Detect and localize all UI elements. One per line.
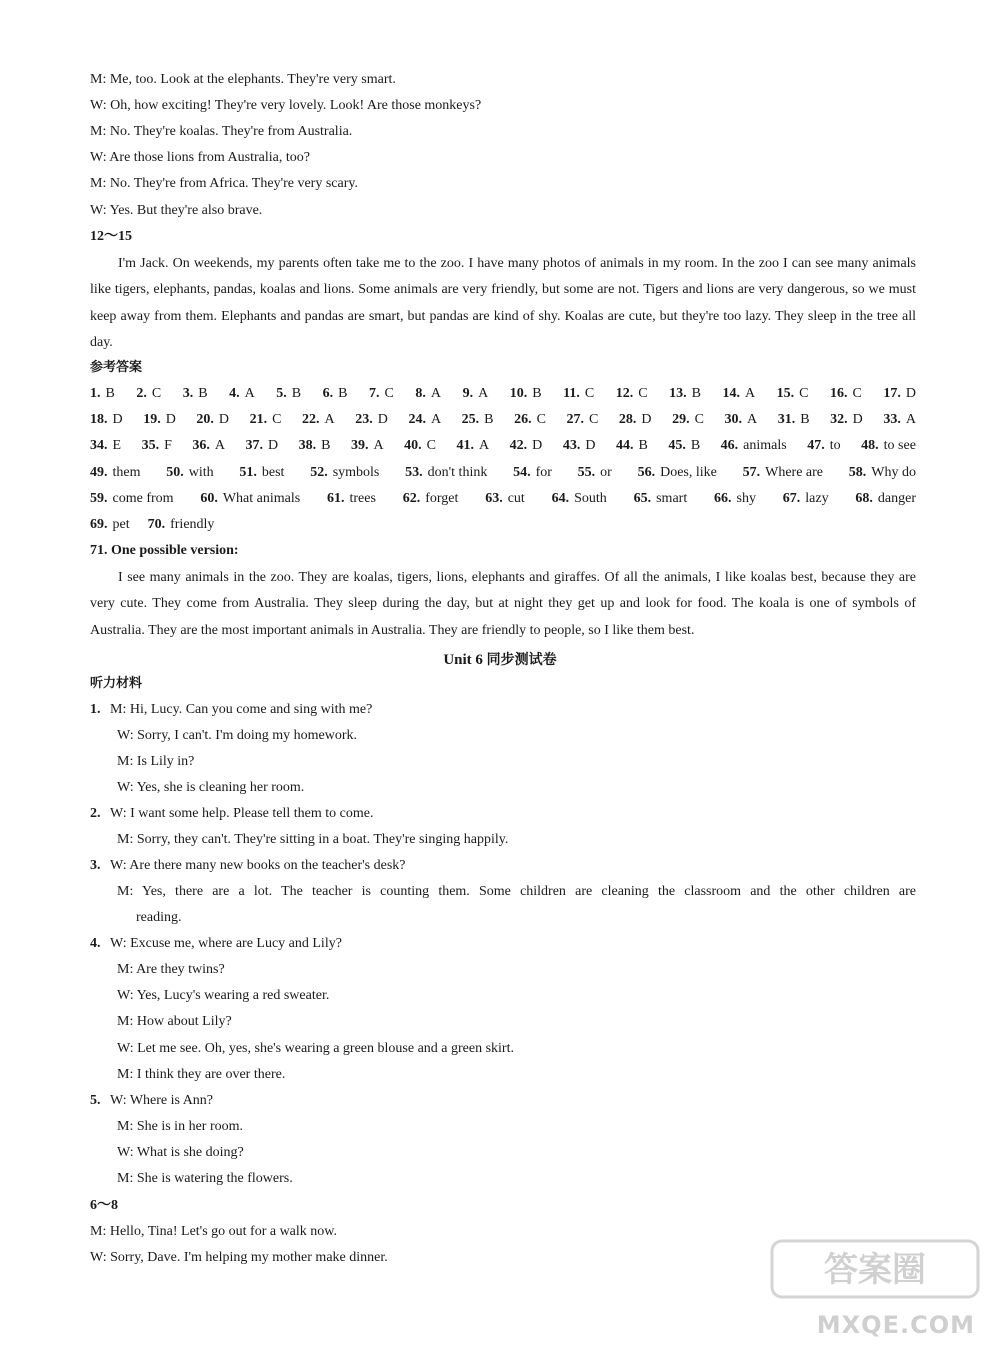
answer-item [638, 463, 717, 489]
answer-value: A [479, 438, 490, 454]
answer-item [457, 436, 490, 462]
answer-number: 14. [722, 386, 740, 401]
answer-value: A [905, 412, 916, 428]
answer-item [778, 410, 810, 436]
answer-item [196, 410, 229, 436]
answer-item [250, 410, 282, 436]
answer-value: best [261, 464, 285, 480]
answer-number: 70. [147, 516, 166, 532]
answer-value: shy [736, 490, 756, 506]
answer-item [777, 384, 809, 410]
dialog-2-line-2: M: Sorry, they can't. They're sitting in a boat. They're singing happily. [117, 832, 509, 847]
answer-item [514, 410, 546, 436]
answer-item [725, 410, 758, 436]
answer-value: animals [743, 438, 787, 454]
answer-item [510, 436, 543, 462]
unit-title [0, 649, 1000, 669]
answer-item [722, 384, 755, 410]
answer-item [830, 384, 862, 410]
answer-number: 22. [302, 412, 320, 428]
answer-number: 67. [782, 490, 801, 506]
answer-item [743, 463, 823, 489]
answer-item [669, 384, 701, 410]
answer-row [90, 410, 916, 436]
dialog-3-line-1: 3. W: Are there many new books on the teacher's desk? [90, 858, 406, 873]
answer-value: D [641, 412, 652, 428]
answer-item [634, 489, 688, 515]
answer-item [563, 384, 594, 410]
answer-item [714, 489, 756, 515]
answer-value: D [112, 412, 123, 428]
answer-value: B [105, 386, 115, 401]
answer-number: 34. [90, 438, 108, 454]
answer-value: D [852, 412, 863, 428]
answer-row [90, 489, 916, 515]
answer-item [239, 463, 284, 489]
answer-item [90, 489, 174, 515]
answer-item [229, 384, 255, 410]
answer-number: 58. [848, 464, 867, 480]
answer-item [415, 384, 441, 410]
watermark-url: MXQE.COM [816, 1311, 975, 1339]
answer-number: 27. [566, 412, 584, 428]
answer-value: B [800, 412, 810, 428]
answer-item [807, 436, 840, 462]
answer-value: B [321, 438, 331, 454]
answer-row [90, 384, 916, 410]
answer-value: B [291, 386, 302, 401]
answer-number: 28. [618, 412, 637, 428]
answer-item [578, 463, 612, 489]
answer-item [485, 489, 525, 515]
dialog-line: W: Yes. But they're also brave. [90, 203, 263, 218]
answer-item [369, 384, 394, 410]
answer-number: 13. [669, 386, 687, 401]
answer-item [246, 436, 279, 462]
dialog-4-line-3: W: Yes, Lucy's wearing a red sweater. [117, 988, 330, 1003]
answer-number: 45. [668, 438, 686, 454]
answer-item [90, 410, 123, 436]
answer-number: 55. [577, 464, 596, 480]
answer-number: 40. [404, 438, 422, 454]
answer-number: 43. [562, 438, 581, 454]
answer-item [148, 515, 215, 541]
answer-value: come from [112, 490, 174, 506]
answer-number: 15. [776, 386, 795, 401]
answer-item [513, 463, 552, 489]
answer-item [299, 436, 331, 462]
q71-heading: 71. One possible version: [90, 543, 239, 558]
answer-number: 63. [485, 490, 503, 506]
dialog-line: W: Oh, how exciting! They're very lovely. Look! Are those monkeys? [90, 98, 482, 113]
answer-value: A [244, 386, 255, 401]
dialog-6-8-line: W: Sorry, Dave. I'm helping my mother make dinner. [90, 1250, 388, 1265]
answer-value: lazy [805, 490, 829, 506]
answer-number: 68. [855, 490, 873, 506]
answer-number: 50. [166, 464, 184, 480]
answer-item [783, 489, 829, 515]
answer-value: D [905, 386, 916, 401]
answer-value: C [426, 438, 437, 454]
answer-value: D [165, 412, 176, 428]
answer-value: with [188, 464, 214, 480]
answer-number: 2. [136, 386, 147, 401]
answer-number: 41. [456, 438, 475, 454]
answer-item [563, 436, 596, 462]
answer-value: South [574, 490, 607, 506]
answer-number: 32. [830, 412, 848, 428]
answer-number: 19. [143, 412, 161, 428]
answer-number: 35. [141, 438, 160, 454]
answer-item [510, 384, 542, 410]
answer-number: 39. [351, 438, 369, 454]
dialog-4-line-4: M: How about Lily? [117, 1014, 232, 1029]
dialog-1-line-4: W: Yes, she is cleaning her room. [117, 780, 305, 795]
answer-value: E [112, 438, 122, 454]
answer-number: 59. [90, 490, 108, 506]
answer-item [408, 410, 441, 436]
answer-number: 66. [714, 490, 732, 506]
answer-value: A [430, 412, 442, 428]
answer-value: A [478, 386, 489, 401]
watermark [770, 1239, 980, 1339]
answer-number: 33. [883, 412, 901, 428]
answer-value: pet [112, 516, 130, 532]
answer-item [462, 410, 494, 436]
answer-value: D [268, 438, 279, 454]
answer-number: 11. [563, 386, 580, 401]
dialog-6-8-line: M: Hello, Tina! Let's go out for a walk now. [90, 1224, 337, 1239]
answer-number: 31. [777, 412, 796, 428]
answer-number: 30. [724, 412, 743, 428]
answer-item [90, 515, 130, 541]
answer-item [830, 410, 863, 436]
answer-number: 21. [249, 412, 268, 428]
answer-number: 10. [509, 386, 528, 401]
answer-number: 1. [90, 386, 101, 401]
answer-number: 4. [229, 386, 240, 401]
answer-item [276, 384, 301, 410]
answer-value: for [535, 464, 552, 480]
section-heading-12-15: 12～15 [90, 229, 132, 244]
answer-number: 60. [200, 490, 218, 506]
answer-value: cut [507, 490, 525, 506]
answer-value: A [324, 412, 335, 428]
answer-item [883, 410, 916, 436]
dialog-5-line-4: M: She is watering the flowers. [117, 1171, 293, 1186]
answer-value: F [164, 438, 172, 454]
dialog-line: M: Me, too. Look at the elephants. They're very smart. [90, 72, 396, 87]
answer-item [142, 436, 172, 462]
dialog-line: M: No. They're from Africa. They're very scary. [90, 176, 358, 191]
answer-item [136, 384, 161, 410]
answer-item [90, 436, 121, 462]
answer-item [668, 436, 700, 462]
dialog-5-line-2: M: She is in her room. [117, 1119, 243, 1134]
answer-number: 56. [637, 464, 656, 480]
answer-value: danger [877, 490, 916, 506]
answer-value: C [852, 386, 862, 401]
answer-number: 26. [514, 412, 532, 428]
answer-number: 9. [462, 386, 474, 401]
section-heading-6-8: 6～8 [90, 1198, 118, 1213]
dialog-1-line-1: 1. M: Hi, Lucy. Can you come and sing with me? [90, 702, 373, 717]
answer-item [310, 463, 379, 489]
answer-item [90, 384, 115, 410]
answer-item [355, 410, 388, 436]
answer-item [90, 463, 141, 489]
answer-number: 53. [405, 464, 423, 480]
answer-number: 23. [355, 412, 373, 428]
answer-value: B [532, 386, 542, 401]
answer-item [616, 384, 648, 410]
dialog-4-line-2: M: Are they twins? [117, 962, 225, 977]
answers-heading: 参考答案 [90, 360, 143, 375]
answer-grid [90, 384, 916, 541]
answer-item [404, 436, 436, 462]
answer-item [552, 489, 607, 515]
passage-12-15: I'm Jack. On weekends, my parents often take me to the zoo. I have many photos of animals in my room. In the zoo I can see many animals like tigers, elephants, pandas, koalas and lions. Some animals are very friendly, but some are not. Tigers and lions are very dangerous, so we must keep away from them. Elephants and pandas are smart, but pandas are kind of shy. Koalas are cute, but they're too lazy. They sleep in the tree all day. [90, 256, 916, 350]
answer-value: them [112, 464, 141, 480]
dialog-4-line-5: W: Let me see. Oh, yes, she's wearing a green blouse and a green skirt. [117, 1041, 514, 1056]
answer-value: Why do [871, 464, 916, 480]
answer-value: smart [656, 490, 688, 506]
answer-item [721, 436, 787, 462]
answer-value: to see [883, 438, 916, 454]
answer-item [855, 489, 916, 515]
dialog-1-line-2: W: Sorry, I can't. I'm doing my homework. [117, 728, 358, 743]
answer-number: 61. [327, 490, 345, 506]
answer-value: C [584, 386, 595, 401]
answer-number: 5. [276, 386, 287, 401]
answer-value: A [744, 386, 756, 401]
listening-heading: 听力材料 [90, 676, 143, 691]
answer-value: forget [425, 490, 459, 506]
answer-number: 42. [509, 438, 528, 454]
answer-number: 44. [615, 438, 634, 454]
answer-value: B [690, 438, 701, 454]
answer-item [192, 436, 225, 462]
answer-number: 64. [551, 490, 570, 506]
dialog-line: M: No. They're koalas. They're from Australia. [90, 124, 353, 139]
dialog-5-line-3: W: What is she doing? [117, 1145, 244, 1160]
answer-item [861, 436, 916, 462]
dialog-4-line-6: M: I think they are over there. [117, 1067, 286, 1082]
answer-item [616, 436, 648, 462]
answer-value: or [600, 464, 612, 480]
answer-value: A [214, 438, 226, 454]
answer-item [200, 489, 300, 515]
answer-value: D [532, 438, 543, 454]
answer-number: 52. [310, 464, 328, 480]
answer-number: 6. [322, 386, 334, 401]
answer-number: 3. [182, 386, 194, 401]
answer-item [323, 384, 348, 410]
dialog-1-line-3: M: Is Lily in? [117, 754, 195, 769]
answer-value: C [151, 386, 162, 401]
answer-value: A [430, 386, 442, 401]
answer-row [90, 463, 916, 489]
answer-item [183, 384, 208, 410]
dialog-4-line-1: 4. W: Excuse me, where are Lucy and Lily? [90, 936, 342, 951]
q71-essay: I see many animals in the zoo. They are koalas, tigers, lions, elephants and giraffes. Of all the animals, I like koalas best, because they are very cute. They come from Australia. They sleep during the day, but at night they get up and look for food. The koala is one of symbols of Australia. They are the most important animals in Australia. They are friendly to people, so I like them best. [90, 570, 916, 638]
answer-number: 48. [861, 438, 879, 454]
answer-value: C [799, 386, 809, 401]
answer-value: trees [349, 490, 376, 506]
answer-number: 49. [90, 464, 108, 480]
answer-number: 20. [196, 412, 214, 428]
answer-value: D [585, 438, 596, 454]
answer-item [327, 489, 376, 515]
answer-value: symbols [332, 464, 380, 480]
answer-value: friendly [170, 516, 215, 532]
answer-item [849, 463, 916, 489]
unit-title-en: Unit 6 [443, 652, 483, 668]
answer-number: 65. [633, 490, 652, 506]
watermark-logo-text: 答案圈 [824, 1250, 926, 1290]
answer-value: B [338, 386, 348, 401]
dialog-3-line-2: M: Yes, there are a lot. The teacher is counting them. Some children are cleaning the classroom and the other children are [117, 884, 916, 899]
answer-number: 46. [720, 438, 739, 454]
answer-number: 62. [402, 490, 421, 506]
answer-value: Where are [765, 464, 824, 480]
answer-value: C [536, 412, 546, 428]
answer-value: B [638, 438, 648, 454]
answer-item [351, 436, 384, 462]
answer-item [883, 384, 916, 410]
answer-number: 25. [461, 412, 480, 428]
watermark-logo [770, 1239, 980, 1299]
answer-number: 8. [415, 386, 426, 401]
answer-value: C [588, 412, 599, 428]
answer-number: 36. [192, 438, 210, 454]
answer-value: C [694, 412, 704, 428]
answer-value: D [218, 412, 230, 428]
answer-value: Does, like [660, 464, 717, 480]
answer-number: 24. [408, 412, 426, 428]
answer-number: 38. [298, 438, 317, 454]
answer-number: 54. [513, 464, 531, 480]
dialog-3-line-3: reading. [136, 910, 182, 925]
answer-value: B [691, 386, 701, 401]
answer-number: 16. [829, 386, 848, 401]
answer-value: A [747, 412, 758, 428]
answer-item [566, 410, 598, 436]
answer-value: C [384, 386, 394, 401]
answer-value: What animals [222, 490, 301, 506]
answer-item [619, 410, 652, 436]
answer-item [403, 489, 459, 515]
answer-value: don't think [427, 464, 488, 480]
answer-number: 37. [245, 438, 264, 454]
answer-number: 12. [615, 386, 634, 401]
answer-row [90, 515, 916, 541]
dialog-line: W: Are those lions from Australia, too? [90, 150, 310, 165]
answer-item [672, 410, 704, 436]
answer-number: 47. [807, 438, 825, 454]
answer-item [143, 410, 176, 436]
answer-number: 57. [742, 464, 761, 480]
answer-value: B [484, 412, 494, 428]
answer-value: to [829, 438, 841, 454]
answer-item [166, 463, 213, 489]
answer-value: C [272, 412, 282, 428]
answer-number: 29. [672, 412, 690, 428]
dialog-5-line-1: 5. W: Where is Ann? [90, 1093, 214, 1108]
answer-value: D [377, 412, 388, 428]
answer-item [302, 410, 335, 436]
answer-row [90, 436, 916, 462]
answer-number: 18. [90, 412, 108, 428]
unit-title-cn: 同步测试卷 [486, 652, 557, 668]
answer-value: A [373, 438, 384, 454]
answer-value: C [638, 386, 648, 401]
answer-number: 17. [883, 386, 901, 401]
answer-number: 51. [239, 464, 257, 480]
answer-number: 7. [369, 386, 380, 401]
answer-value: B [198, 386, 208, 401]
answer-item [463, 384, 489, 410]
answer-item [405, 463, 487, 489]
dialog-2-line-1: 2. W: I want some help. Please tell them to come. [90, 806, 374, 821]
answer-number: 69. [90, 516, 108, 532]
